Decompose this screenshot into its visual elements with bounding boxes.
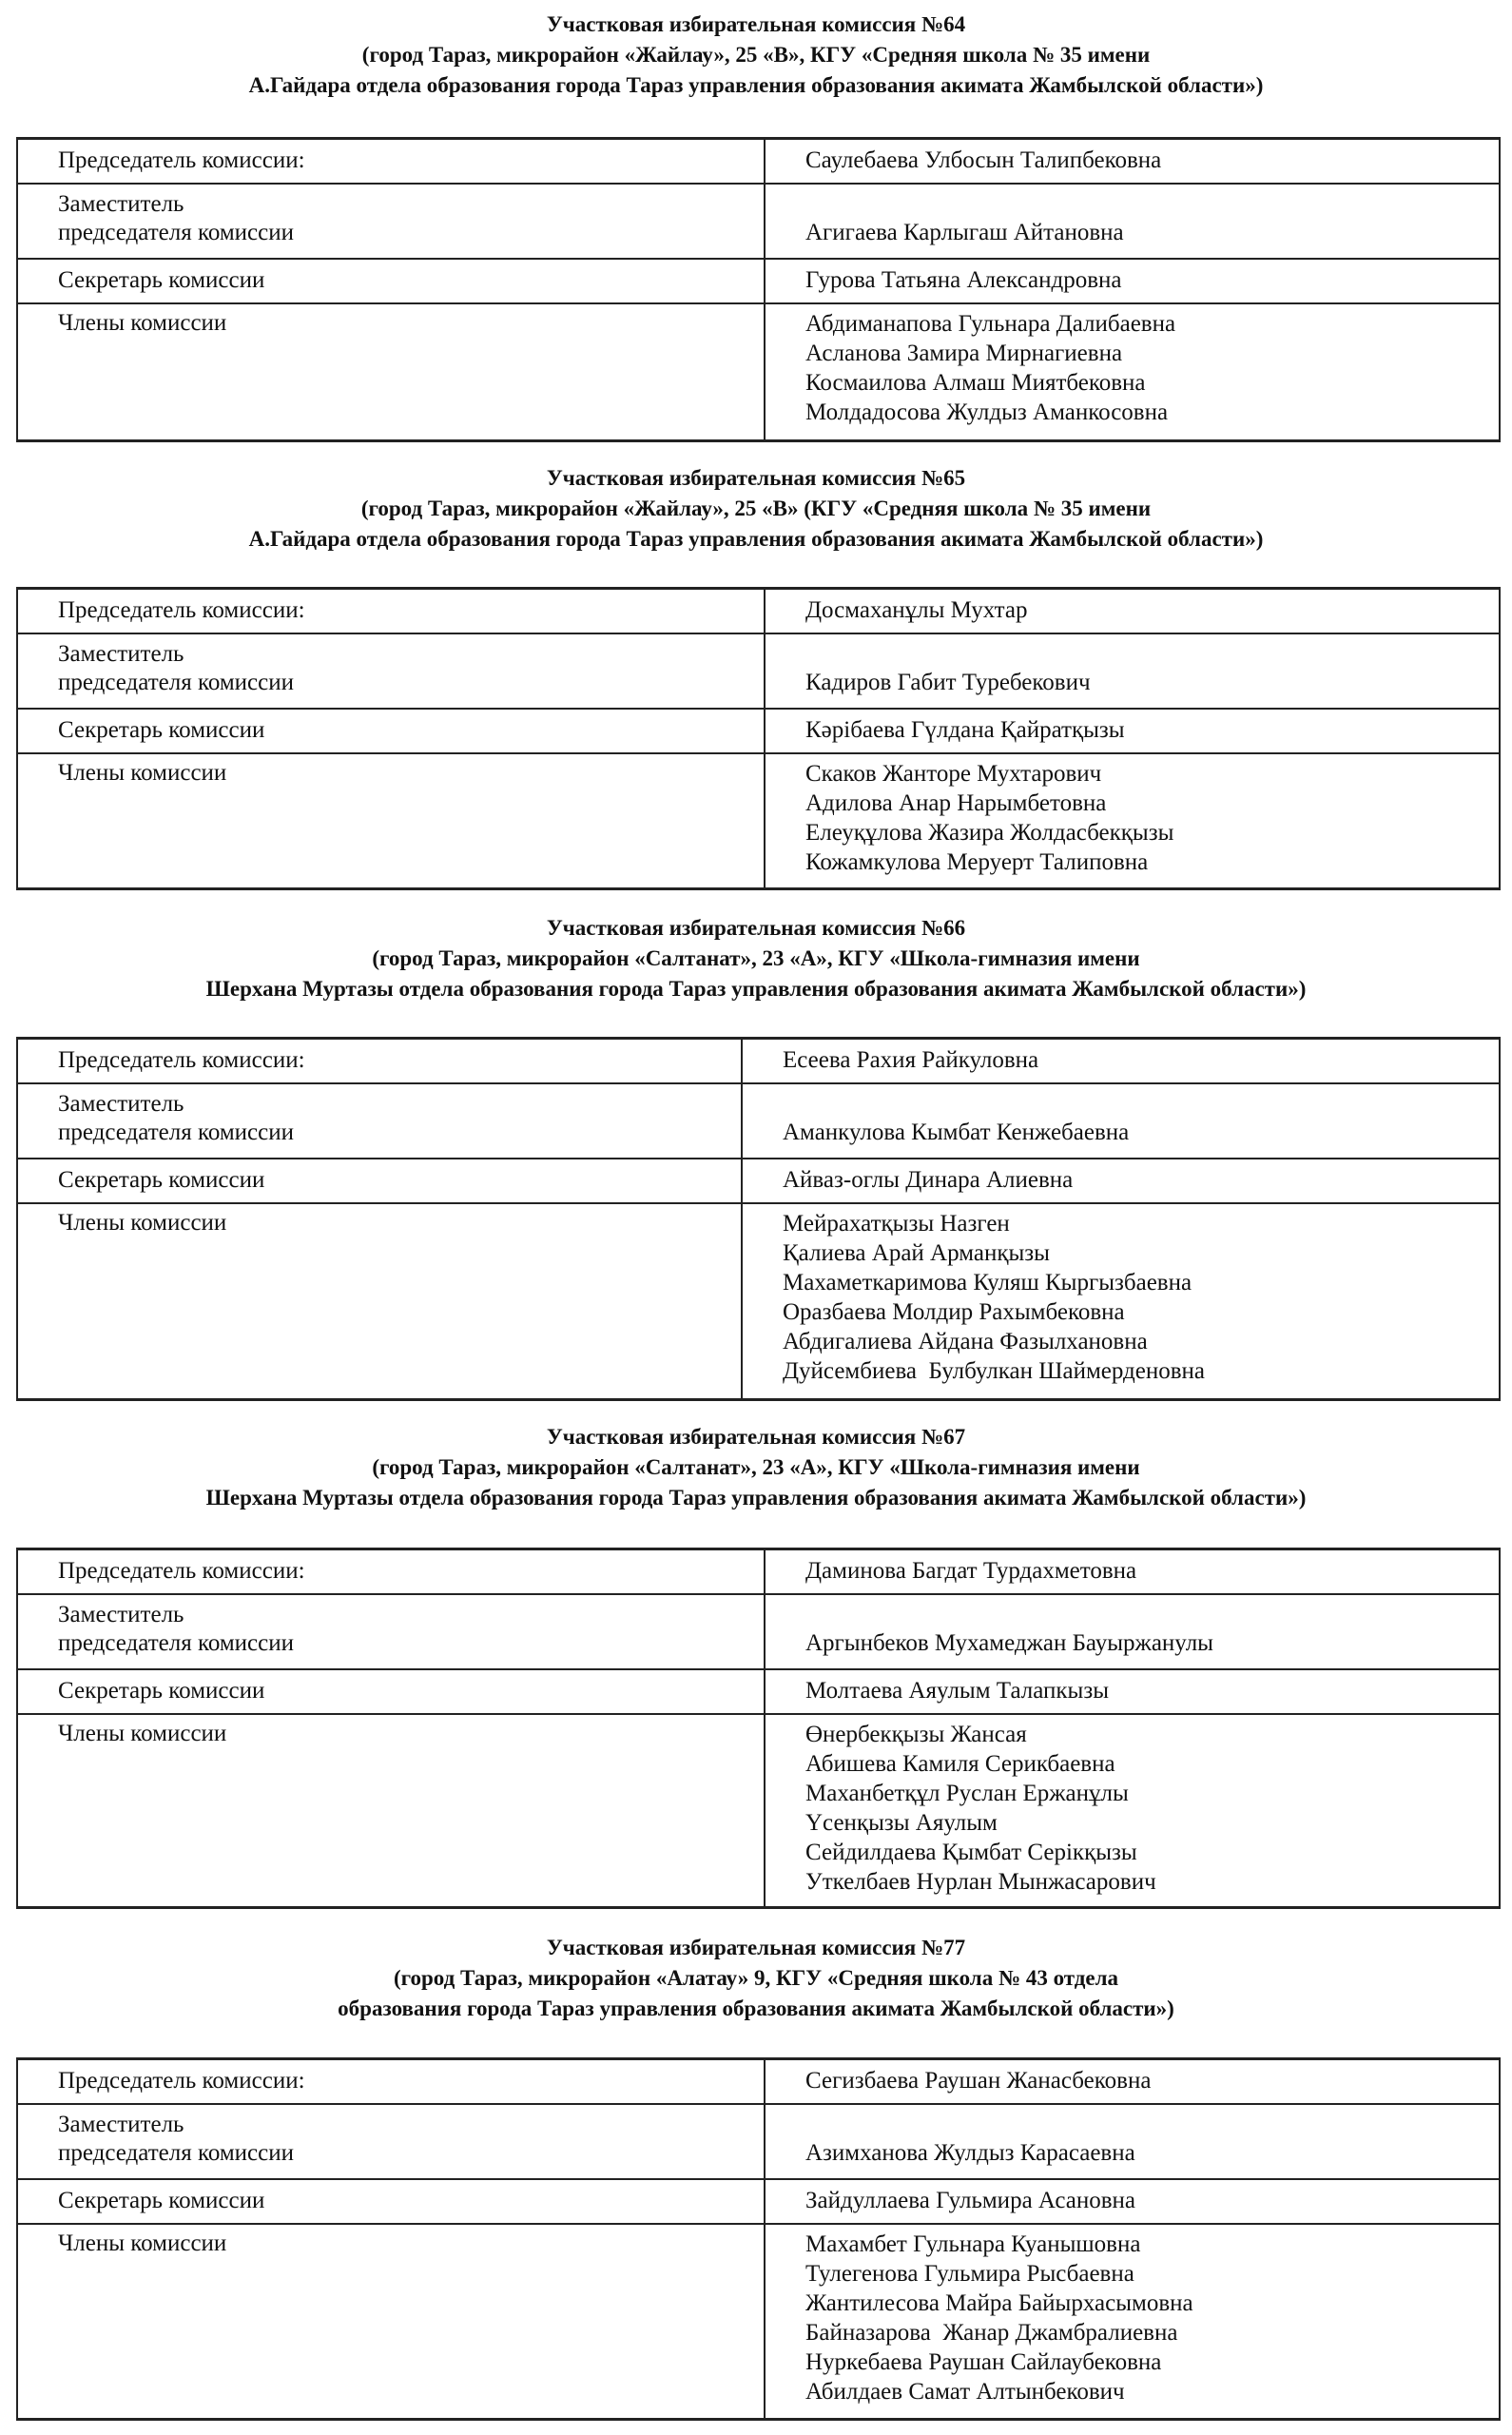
deputy-row [18, 1595, 1499, 1670]
deputy-label [18, 1084, 743, 1158]
deputy-label-line2: председателя комиссии [58, 670, 294, 695]
members-list [766, 2225, 1499, 2418]
chair-name: Саулебаева Улбосын Талипбековна [805, 147, 1162, 173]
member-name: Кожамкулова Меруерт Талиповна [805, 849, 1149, 875]
commission-title: Участковая избирательная комиссия №65 [546, 466, 966, 490]
member-name: Молдадосова Жулдыз Аманкосовна [805, 399, 1169, 425]
deputy-label-line2: председателя комиссии [58, 220, 294, 245]
commission-65-table [16, 587, 1501, 890]
commission-address-line1: (город Тараз, микрорайон «Жайлау», 25 «В», КГУ «Средняя школа № 35 имени [361, 43, 1151, 67]
commission-title: Участковая избирательная комиссия №77 [546, 1936, 966, 1959]
secretary-label: Секретарь комиссии [18, 1159, 743, 1202]
chair-name: Даминова Багдат Турдахметовна [805, 1558, 1137, 1584]
deputy-label-line1: Заместитель [58, 641, 184, 667]
deputy-row [18, 185, 1499, 260]
members-label: Члены комиссии [18, 304, 766, 439]
secretary-row [18, 710, 1499, 754]
member-name: Оразбаева Молдир Рахымбековна [783, 1299, 1125, 1325]
member-name: Өнербекқызы Жансая [805, 1722, 1027, 1747]
deputy-label-line1: Заместитель [58, 2112, 184, 2137]
member-name: Жантилесова Майра Байырхасымовна [805, 2290, 1193, 2316]
commission-66-header [0, 913, 1512, 1004]
secretary-label: Секретарь комиссии [18, 2180, 766, 2223]
deputy-name: Аманкулова Кымбат Кенжебаевна [783, 1120, 1130, 1145]
chair-row [18, 590, 1499, 634]
member-name: Қалиева Арай Арманқызы [783, 1240, 1050, 1266]
commission-address-line2: А.Гайдара отдела образования города Тараз управления образования акимата Жамбылской области») [248, 73, 1264, 97]
members-row [18, 304, 1499, 439]
deputy-name: Азимханова Жулдыз Карасаевна [805, 2140, 1135, 2166]
member-name: Асланова Замира Мирнагиевна [805, 341, 1123, 366]
members-list [743, 1204, 1499, 1398]
member-name: Махаметкаримова Куляш Кыргызбаевна [783, 1270, 1192, 1295]
secretary-row [18, 2180, 1499, 2225]
secretary-label: Секретарь комиссии [18, 260, 766, 302]
member-name: Абишева Камиля Серикбаевна [805, 1751, 1115, 1777]
member-name: Абдиманапова Гульнара Далибаевна [805, 311, 1176, 337]
secretary-row [18, 1670, 1499, 1715]
chair-name: Сегизбаева Раушан Жанасбековна [805, 2068, 1152, 2094]
member-name: Абилдаев Самат Алтынбекович [805, 2379, 1125, 2405]
members-row [18, 1204, 1499, 1398]
deputy-label-line1: Заместитель [58, 1602, 184, 1627]
deputy-label-line2: председателя комиссии [58, 1120, 294, 1145]
secretary-row [18, 260, 1499, 304]
deputy-label [18, 1595, 766, 1668]
member-name: Махамбет Гульнара Куанышовна [805, 2231, 1141, 2257]
member-name: Космаилова Алмаш Миятбековна [805, 370, 1146, 396]
commission-address-line2: А.Гайдара отдела образования города Тараз управления образования акимата Жамбылской области») [248, 527, 1264, 551]
commission-title: Участковая избирательная комиссия №64 [546, 12, 966, 36]
deputy-name: Агигаева Карлыгаш Айтановна [805, 220, 1124, 245]
commission-77-header [0, 1933, 1512, 2024]
commission-64-table [16, 137, 1501, 442]
secretary-name: Зайдуллаева Гульмира Асановна [805, 2188, 1135, 2213]
chair-label: Председатель комиссии: [18, 1550, 766, 1593]
member-name: Скаков Жанторе Мухтарович [805, 761, 1102, 787]
deputy-label-line2: председателя комиссии [58, 1630, 294, 1656]
commission-address-line2: образования города Тараз управления образования акимата Жамбылской области») [338, 1997, 1174, 2020]
chair-name: Досмаханұлы Мухтар [805, 597, 1028, 623]
chair-label: Председатель комиссии: [18, 2060, 766, 2103]
members-label: Члены комиссии [18, 1204, 743, 1398]
members-row [18, 2225, 1499, 2418]
member-name: Нуркебаева Раушан Сайлаубековна [805, 2349, 1162, 2375]
members-label: Члены комиссии [18, 1715, 766, 1906]
chair-name: Есеева Рахия Райкуловна [783, 1047, 1039, 1073]
secretary-name: Кәрібаева Гүлдана Қайратқызы [805, 717, 1125, 743]
chair-label: Председатель комиссии: [18, 590, 766, 633]
secretary-name: Молтаева Аяулым Талапкызы [805, 1678, 1109, 1704]
deputy-label-line1: Заместитель [58, 191, 184, 217]
chair-row [18, 140, 1499, 185]
secretary-name: Айваз-оглы Динара Алиевна [783, 1167, 1074, 1193]
commission-address-line2: Шерхана Муртазы отдела образования города Тараз управления образования акимата Жамбылской области») [205, 1486, 1307, 1510]
member-name: Байназарова Жанар Джамбралиевна [805, 2320, 1178, 2346]
member-name: Адилова Анар Нарымбетовна [805, 790, 1107, 816]
secretary-row [18, 1159, 1499, 1204]
deputy-row [18, 634, 1499, 710]
deputy-name: Аргынбеков Мухамеджан Бауыржанулы [805, 1630, 1213, 1656]
member-name: Тулегенова Гульмира Рысбаевна [805, 2261, 1134, 2287]
commission-67-table [16, 1548, 1501, 1909]
members-list [766, 1715, 1499, 1906]
chair-row [18, 1550, 1499, 1595]
commission-65-header [0, 463, 1512, 555]
members-label: Члены комиссии [18, 754, 766, 887]
commission-77-table [16, 2057, 1501, 2421]
commission-67-header [0, 1422, 1512, 1513]
deputy-label-line2: председателя комиссии [58, 2140, 294, 2166]
member-name: Үсенқызы Аяулым [805, 1810, 998, 1836]
chair-row [18, 1040, 1499, 1084]
commission-address-line1: (город Тараз, микрорайон «Алатау» 9, КГУ «Средняя школа № 43 отдела [393, 1966, 1119, 1990]
member-name: Маханбетқұл Руслан Ержанұлы [805, 1781, 1129, 1806]
chair-row [18, 2060, 1499, 2105]
deputy-row [18, 1084, 1499, 1159]
secretary-label: Секретарь комиссии [18, 1670, 766, 1713]
commission-address-line2: Шерхана Муртазы отдела образования города Тараз управления образования акимата Жамбылской области») [205, 977, 1307, 1001]
deputy-label [18, 634, 766, 708]
member-name: Абдигалиева Айдана Фазылхановна [783, 1329, 1148, 1354]
deputy-label [18, 2105, 766, 2178]
secretary-label: Секретарь комиссии [18, 710, 766, 752]
member-name: Елеуқұлова Жазира Жолдасбекқызы [805, 820, 1174, 846]
member-name: Уткелбаев Нурлан Мынжасарович [805, 1869, 1156, 1895]
commission-64-header [0, 10, 1512, 101]
secretary-name: Гурова Татьяна Александровна [805, 267, 1122, 293]
deputy-label [18, 185, 766, 258]
members-label: Члены комиссии [18, 2225, 766, 2418]
members-list [766, 304, 1499, 439]
commission-title: Участковая избирательная комиссия №66 [546, 916, 966, 940]
commission-title: Участковая избирательная комиссия №67 [546, 1425, 966, 1449]
members-row [18, 1715, 1499, 1906]
commission-address-line1: (город Тараз, микрорайон «Салтанат», 23 «А», КГУ «Школа-гимназия имени [372, 1455, 1140, 1479]
chair-label: Председатель комиссии: [18, 140, 766, 183]
deputy-name: Кадиров Габит Туребекович [805, 670, 1091, 695]
chair-label: Председатель комиссии: [18, 1040, 743, 1082]
deputy-row [18, 2105, 1499, 2180]
member-name: Дуйсембиева Булбулкан Шаймерденовна [783, 1358, 1206, 1384]
members-list [766, 754, 1499, 887]
member-name: Сейдилдаева Қымбат Серікқызы [805, 1840, 1137, 1865]
deputy-label-line1: Заместитель [58, 1091, 184, 1117]
commission-address-line1: (город Тараз, микрорайон «Салтанат», 23 «А», КГУ «Школа-гимназия имени [372, 946, 1140, 970]
member-name: Мейрахатқызы Назген [783, 1211, 1010, 1237]
members-row [18, 754, 1499, 887]
commission-66-table [16, 1037, 1501, 1401]
commission-address-line1: (город Тараз, микрорайон «Жайлау», 25 «В» (КГУ «Средняя школа № 35 имени [360, 497, 1152, 520]
